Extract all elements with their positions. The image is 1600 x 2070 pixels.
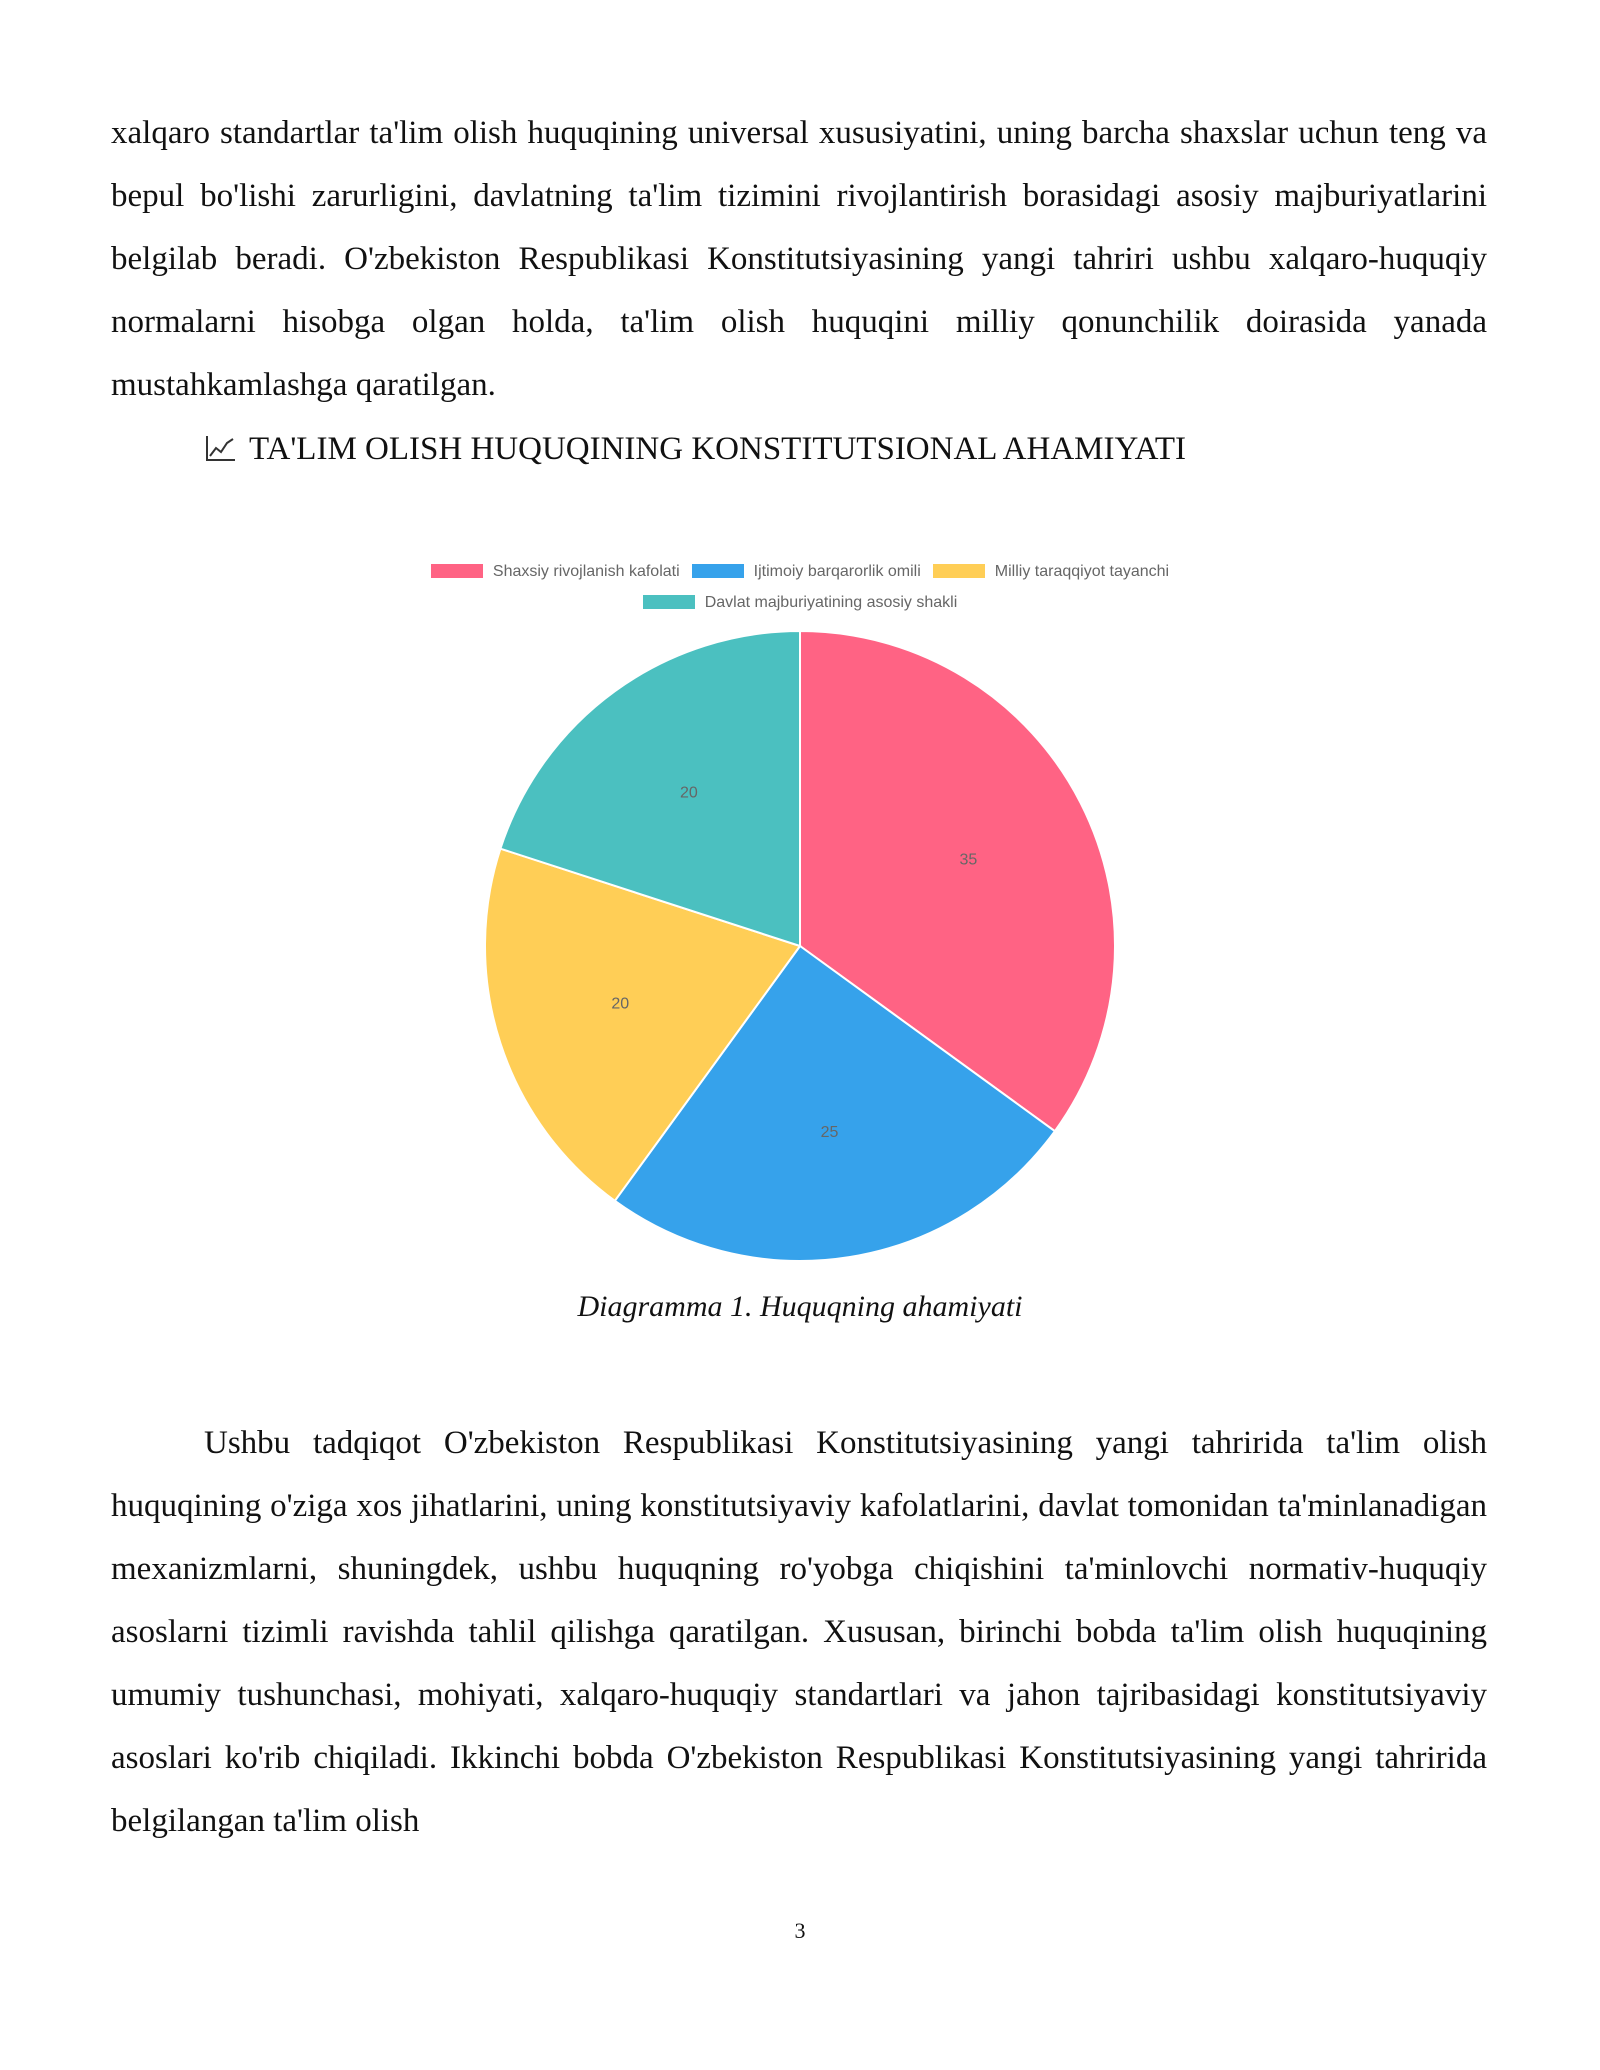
legend-label: Ijtimoiy barqarorlik omili (753, 563, 921, 580)
pie-chart (380, 550, 1220, 1270)
paragraph-research: Ushbu tadqiqot O'zbekiston Respublikasi Konstitutsiyasining yangi tahririda ta'lim olish huquqining o'ziga xos jihatlarini, uning konstitutsiyaviy kafolatlarini, davlat tomonidan ta'minlanadigan mexanizmlarni, shuningdek, ushbu huquqning ro'yobga chiqishini ta'minlovchi normativ-huquqiy asoslarni tizimli ravishda tahlil qilishga qaratilgan. Xususan, birinchi bobda ta'lim olish huquqining umumiy tushunchasi, mohiyati, xalqaro-huquqiy standartlari va jahon tajribasidagi konstitutsiyaviy asoslari ko'rib chiqiladi. Ikkinchi bobda O'zbekiston Respublikasi Konstitutsiyasining yangi tahririda belgilangan ta'lim olish (111, 1425, 1487, 1839)
data-label-shaxsiy-rivojlanish-kafolati: 35 (959, 851, 978, 869)
section-heading (205, 424, 1186, 474)
paragraph-intro: xalqaro standartlar ta'lim olish huquqining universal xususiyatini, uning barcha shaxslar uchun teng va bepul bo'lishi zarurligini, davlatning ta'lim tizimini rivojlantirish borasidagi asosiy majburiyatlarini belgilab beradi. O'zbekiston Respublikasi Konstitutsiyasining yangi tahriri ushbu xalqaro-huquqiy normalarni hisobga olgan holda, ta'lim olish huquqini milliy qonunchilik doirasida yanada mustahkamlashga qaratilgan. (111, 115, 1487, 403)
page-number: 3 (794, 1918, 806, 1943)
legend-label: Davlat majburiyatining asosiy shakli (704, 594, 958, 611)
legend-label: Shaxsiy rivojlanish kafolati (492, 563, 680, 580)
data-label-davlat-majburiyatining-asosiy-shakli: 20 (680, 784, 698, 802)
legend-label: Milliy taraqqiyot tayanchi (994, 563, 1170, 580)
chart-line-icon (205, 434, 237, 462)
figure-caption: Diagramma 1. Huquqning ahamiyati (577, 1290, 1023, 1323)
data-label-ijtimoiy-barqarorlik-omili: 25 (820, 1123, 839, 1141)
pie-chart-svg (380, 550, 1220, 1270)
section-heading-text: TA'LIM OLISH HUQUQINING KONSTITUTSIONAL AHAMIYATI (249, 431, 1186, 467)
data-label-milliy-taraqqiyot-tayanchi: 20 (611, 995, 630, 1013)
